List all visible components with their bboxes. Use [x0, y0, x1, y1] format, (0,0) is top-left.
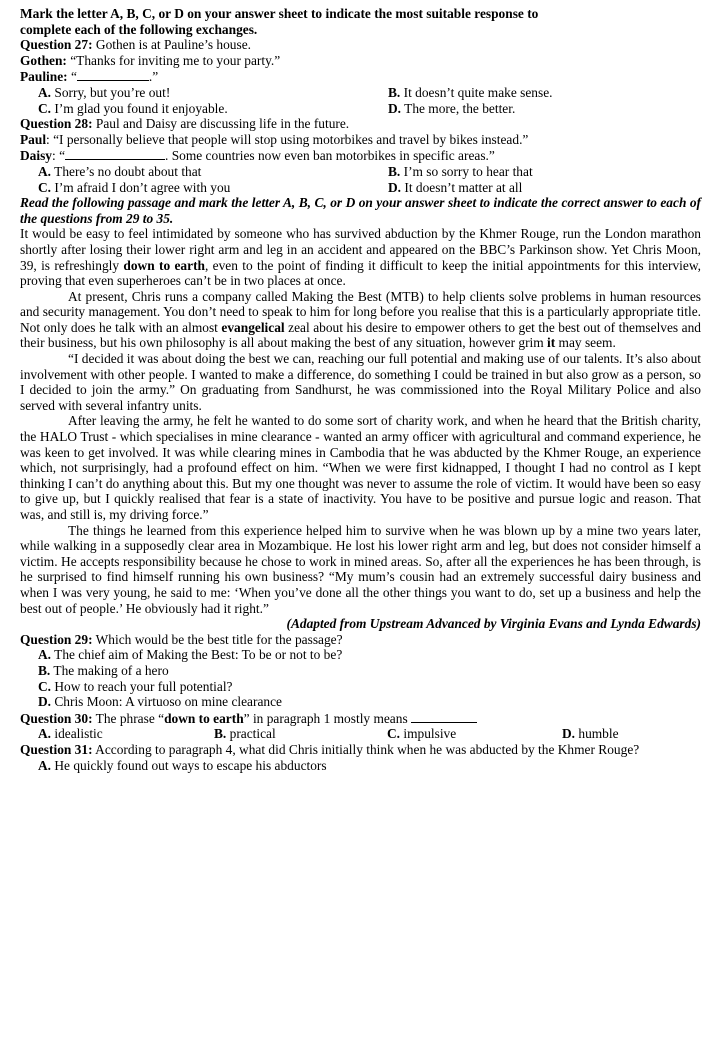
question-27-label: Question 27: — [20, 37, 93, 53]
option-b — [20, 663, 701, 679]
option-text: I’m afraid I don’t agree with you — [51, 179, 231, 195]
question-30-label: Question 30: — [20, 710, 93, 726]
instructions-reading: Read the following passage and mark the letter A, B, C, or D on your answer sheet to indicate the correct answer to each of the questions from 29 to 35. — [20, 195, 701, 226]
option-a — [20, 647, 701, 663]
option-c — [387, 726, 562, 742]
option-text: Chris Moon: A virtuoso on mine clearance — [51, 694, 282, 710]
answer-blank — [65, 147, 165, 160]
option-letter: C. — [38, 678, 52, 694]
answer-blank — [411, 710, 477, 723]
option-a — [38, 726, 214, 742]
option-d — [20, 694, 701, 710]
question-28-options-row2 — [20, 180, 701, 196]
option-text: The more, the better. — [401, 100, 516, 116]
answer-blank — [77, 68, 149, 81]
daisy-speech-end: . Some countries now even ban motorbikes in specific areas.” — [165, 148, 495, 164]
highlighted-phrase: down to earth — [164, 710, 244, 726]
highlighted-word: it — [547, 335, 556, 351]
instructions-exchanges-line1: Mark the letter A, B, C, or D on your answer sheet to indicate the most suitable response to — [20, 6, 539, 21]
option-b — [388, 85, 553, 101]
option-a — [38, 85, 388, 101]
option-text: It doesn’t matter at all — [401, 179, 523, 195]
option-text: practical — [226, 726, 276, 742]
speaker-daisy: Daisy — [20, 148, 52, 164]
option-letter: B. — [214, 726, 227, 742]
paragraph-text: zeal about his desire to empower others to get the best out of themselves and their business, but his own philosophy is all about making the best of any situation, however grim — [20, 319, 701, 351]
option-text: impulsive — [400, 726, 457, 742]
question-31-label: Question 31: — [20, 741, 93, 757]
daisy-open-quote: : “ — [52, 148, 66, 164]
question-28-text: Paul and Daisy are discussing life in the future. — [92, 116, 350, 132]
option-c — [38, 101, 388, 117]
option-letter: D. — [388, 179, 402, 195]
option-text: I’m so sorry to hear that — [400, 163, 533, 179]
paul-speech: : “I personally believe that people will stop using motorbikes and travel by bikes instead.” — [46, 131, 529, 147]
question-30-stem — [20, 710, 701, 727]
option-text: idealistic — [51, 726, 103, 742]
option-letter: A. — [38, 84, 52, 100]
option-text: humble — [575, 726, 619, 742]
option-text: The making of a hero — [50, 662, 169, 678]
option-c — [38, 180, 388, 196]
pauline-close-quote: .” — [148, 69, 159, 85]
option-letter: A. — [38, 163, 52, 179]
question-31-text: According to paragraph 4, what did Chris initially think when he was abducted by the Khmer Rouge? — [92, 741, 640, 757]
question-27-pauline-line — [20, 68, 701, 85]
speaker-gothen: Gothen: — [20, 52, 67, 68]
option-letter: C. — [38, 179, 52, 195]
option-letter: B. — [388, 163, 401, 179]
passage-paragraph-3: “I decided it was about doing the best we can, reaching our full potential and making use of our talents. It’s also about involvement with other people. I wanted to make a difference, do something I could be trained in but also grow as a person, so I decided to join the army.” On graduating from Sandhurst, he was commissioned into the Royal Military Police and also served with several infantry units. — [20, 351, 701, 413]
gothen-speech: “Thanks for inviting me to your party.” — [66, 52, 281, 68]
option-letter: B. — [38, 662, 51, 678]
option-letter: B. — [388, 84, 401, 100]
paragraph-text: At present, Chris runs a company called Making the Best (MTB) to help clients solve problems in human resources and security management. You don’t need to speak to him for long before you realise that this is a particularly appropriate title. Not only does he talk with an almost — [20, 288, 701, 335]
highlighted-phrase: down to earth — [123, 257, 205, 273]
option-text: Sorry, but you’re out! — [51, 84, 171, 100]
option-text: It doesn’t quite make sense. — [400, 84, 553, 100]
question-28-stem — [20, 116, 701, 132]
paragraph-text: may seem. — [555, 335, 616, 351]
question-27-options-row2 — [20, 101, 701, 117]
option-letter: C. — [38, 100, 52, 116]
passage-paragraph-1 — [20, 226, 701, 288]
paragraph-text: It would be easy to feel intimidated by someone who has survived abduction by the Khmer Rouge, run the London marathon shortly after losing their lower right arm and leg in an accident and appeared on the BBC’s Parkinson show. Yet Chris Moon, 39, is refreshingly — [20, 226, 701, 273]
option-d — [388, 101, 515, 117]
option-c — [20, 679, 701, 695]
speaker-paul: Paul — [20, 131, 47, 147]
option-letter: C. — [387, 726, 401, 742]
option-text: I’m glad you found it enjoyable. — [51, 100, 228, 116]
option-letter: D. — [38, 694, 52, 710]
instructions-exchanges-line2: complete each of the following exchanges. — [20, 21, 258, 37]
question-text: ” in paragraph 1 mostly means — [243, 710, 412, 726]
option-letter: D. — [562, 726, 576, 742]
option-a — [38, 164, 388, 180]
question-27-options-row1 — [20, 85, 701, 101]
question-29-label: Question 29: — [20, 631, 93, 647]
option-b — [388, 164, 533, 180]
question-30-options — [20, 726, 701, 742]
question-27-gothen-line — [20, 53, 701, 69]
option-letter: A. — [38, 647, 52, 663]
option-letter: A. — [38, 757, 52, 773]
pauline-open-quote: “ — [67, 69, 77, 85]
option-text: The chief aim of Making the Best: To be or not to be? — [51, 647, 343, 663]
question-29-stem — [20, 632, 701, 648]
option-text: There’s no doubt about that — [51, 163, 202, 179]
paragraph-text: , even to the point of finding it difficult to keep the initial appointments for this interview, proving that even superheroes can’t be in two places at once. — [20, 257, 701, 289]
passage-paragraph-2 — [20, 289, 701, 351]
question-28-paul-line — [20, 132, 701, 148]
option-text: How to reach your full potential? — [51, 678, 233, 694]
option-a — [20, 758, 701, 774]
option-b — [214, 726, 387, 742]
question-text: The phrase “ — [92, 710, 165, 726]
question-27-text: Gothen is at Pauline’s house. — [92, 37, 251, 53]
option-text: He quickly found out ways to escape his abductors — [51, 757, 327, 773]
question-31-stem — [20, 742, 701, 758]
passage-source: (Adapted from Upstream Advanced by Virginia Evans and Lynda Edwards) — [286, 616, 701, 632]
question-28-daisy-line — [20, 147, 701, 164]
question-29-text: Which would be the best title for the passage? — [92, 631, 343, 647]
option-d — [388, 180, 522, 196]
question-28-label: Question 28: — [20, 116, 93, 132]
question-27-stem — [20, 37, 701, 53]
option-d — [562, 726, 619, 742]
option-letter: D. — [388, 100, 402, 116]
option-letter: A. — [38, 726, 52, 742]
passage-paragraph-4: After leaving the army, he felt he wanted to do some sort of charity work, and when he heard that the British charity, the HALO Trust - which specialises in mine clearance - wanted an army officer with agricultural and command experience, he was keen to get involved. It was while clearing mines in Cambodia that he was abducted by the Khmer Rouge, an experience which, not surprisingly, had a profound effect on him. “When we were first kidnapped, I thought I had no control as I kept thinking I can’t do anything about this. But my one thought was never to assume the role of victim. It would have been so easy to give up, but I quickly realised that fear is a state of inactivity. You have to be positive and pursue logic and reason. That was, and still is, my driving force.” — [20, 413, 701, 522]
speaker-pauline: Pauline: — [20, 69, 68, 85]
highlighted-word: evangelical — [221, 319, 285, 335]
question-28-options-row1 — [20, 164, 701, 180]
passage-paragraph-5: The things he learned from this experience helped him to survive when he was blown up by a mine two years later, while walking in a supposedly clear area in Mozambique. He lost his lower right arm and leg, but does not consider himself a victim. He accepts responsibility because he chose to work in mined areas. So, after all the experiences he has been through, is he surprised to find himself running his own business? “My mum’s cousin had an extremely successful dairy business and when I was very young, he said to me: ‘When you’ve done all the other things you want to do, set up a business and help the best out of people.’ He obviously had it right.” — [20, 522, 701, 616]
